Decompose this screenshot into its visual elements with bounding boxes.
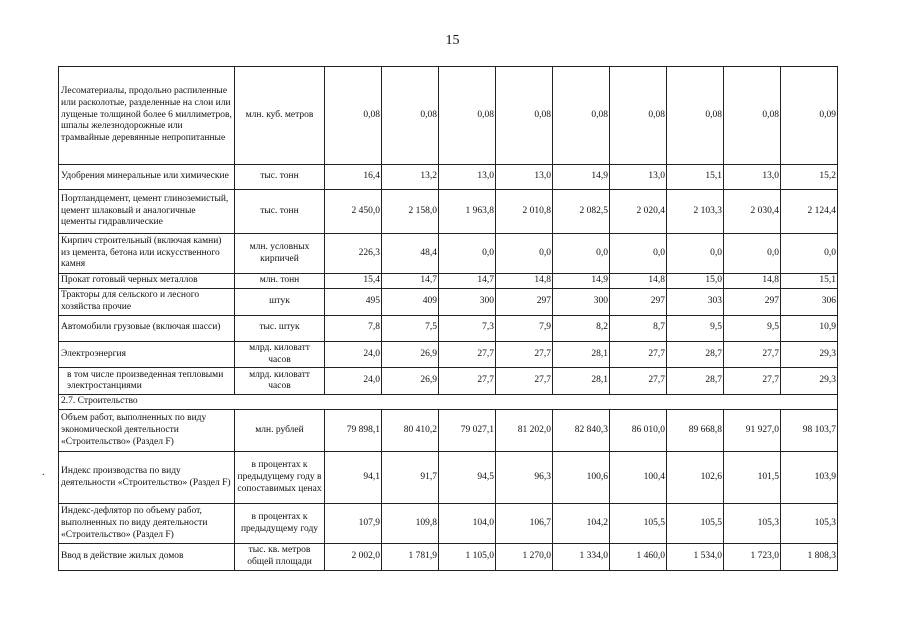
- value-cell: 106,7: [496, 504, 553, 544]
- value-cell: 100,4: [610, 452, 667, 504]
- unit-cell: в процентах к предыдущему году в сопоставимых ценах: [235, 452, 325, 504]
- value-cell: 303: [667, 288, 724, 315]
- unit-cell: млн. условных кирпичей: [235, 234, 325, 274]
- value-cell: 89 668,8: [667, 410, 724, 452]
- value-cell: 1 723,0: [724, 544, 781, 571]
- value-cell: 0,0: [553, 234, 610, 274]
- value-cell: 91 927,0: [724, 410, 781, 452]
- unit-cell: тыс. кв. метров общей площади: [235, 544, 325, 571]
- value-cell: 0,08: [439, 67, 496, 165]
- unit-cell: штук: [235, 288, 325, 315]
- value-cell: 91,7: [382, 452, 439, 504]
- value-cell: 1 270,0: [496, 544, 553, 571]
- value-cell: 306: [781, 288, 838, 315]
- value-cell: 2 010,8: [496, 190, 553, 234]
- table-row: [59, 274, 838, 289]
- value-cell: 2 103,3: [667, 190, 724, 234]
- unit-cell: тыс. тонн: [235, 190, 325, 234]
- value-cell: 101,5: [724, 452, 781, 504]
- table-row: [59, 368, 838, 395]
- value-cell: 1 808,3: [781, 544, 838, 571]
- value-cell: 48,4: [382, 234, 439, 274]
- value-cell: 28,1: [553, 341, 610, 368]
- value-cell: 14,9: [553, 274, 610, 289]
- value-cell: 28,1: [553, 368, 610, 395]
- statistics-table-container: [58, 66, 838, 571]
- value-cell: 13,0: [496, 165, 553, 190]
- value-cell: 0,0: [610, 234, 667, 274]
- value-cell: 495: [325, 288, 382, 315]
- unit-cell: в процентах к предыдущему году: [235, 504, 325, 544]
- statistics-table: [58, 66, 838, 571]
- value-cell: 14,7: [382, 274, 439, 289]
- value-cell: 0,0: [781, 234, 838, 274]
- table-row: [59, 452, 838, 504]
- value-cell: 1 534,0: [667, 544, 724, 571]
- value-cell: 24,0: [325, 368, 382, 395]
- table-row: [59, 234, 838, 274]
- value-cell: 2 124,4: [781, 190, 838, 234]
- value-cell: 27,7: [496, 368, 553, 395]
- value-cell: 300: [553, 288, 610, 315]
- value-cell: 27,7: [439, 341, 496, 368]
- value-cell: 24,0: [325, 341, 382, 368]
- value-cell: 2 450,0: [325, 190, 382, 234]
- value-cell: 9,5: [667, 315, 724, 341]
- value-cell: 86 010,0: [610, 410, 667, 452]
- value-cell: 297: [724, 288, 781, 315]
- table-row: [59, 341, 838, 368]
- value-cell: 29,3: [781, 368, 838, 395]
- table-row: [59, 190, 838, 234]
- table-row: [59, 67, 838, 165]
- unit-cell: млн. рублей: [235, 410, 325, 452]
- page-number: 15: [445, 33, 460, 48]
- value-cell: 15,0: [667, 274, 724, 289]
- value-cell: 105,3: [781, 504, 838, 544]
- value-cell: 300: [439, 288, 496, 315]
- value-cell: 16,4: [325, 165, 382, 190]
- value-cell: 0,08: [325, 67, 382, 165]
- value-cell: 2 020,4: [610, 190, 667, 234]
- table-row: [59, 315, 838, 341]
- value-cell: 0,08: [496, 67, 553, 165]
- value-cell: 27,7: [724, 368, 781, 395]
- unit-cell: тыс. штук: [235, 315, 325, 341]
- value-cell: 0,0: [496, 234, 553, 274]
- value-cell: 27,7: [610, 368, 667, 395]
- indicator-name: Индекс производства по виду деятельности «Строительство» (Раздел F): [59, 452, 235, 504]
- value-cell: 10,9: [781, 315, 838, 341]
- value-cell: 13,0: [610, 165, 667, 190]
- value-cell: 14,9: [553, 165, 610, 190]
- value-cell: 13,2: [382, 165, 439, 190]
- indicator-name: Индекс-дефлятор по объему работ, выполненных по виду деятельности «Строительство» (Раздел F): [59, 504, 235, 544]
- table-body: [59, 67, 838, 571]
- value-cell: 27,7: [724, 341, 781, 368]
- value-cell: 100,6: [553, 452, 610, 504]
- value-cell: 7,3: [439, 315, 496, 341]
- value-cell: 28,7: [667, 368, 724, 395]
- value-cell: 7,8: [325, 315, 382, 341]
- value-cell: 409: [382, 288, 439, 315]
- value-cell: 107,9: [325, 504, 382, 544]
- value-cell: 15,2: [781, 165, 838, 190]
- value-cell: 13,0: [724, 165, 781, 190]
- value-cell: 0,08: [667, 67, 724, 165]
- unit-cell: тыс. тонн: [235, 165, 325, 190]
- value-cell: 0,0: [724, 234, 781, 274]
- indicator-name: Прокат готовый черных металлов: [59, 274, 235, 289]
- indicator-name: Электроэнергия: [59, 341, 235, 368]
- value-cell: 14,8: [610, 274, 667, 289]
- value-cell: 26,9: [382, 341, 439, 368]
- value-cell: 29,3: [781, 341, 838, 368]
- value-cell: 105,5: [667, 504, 724, 544]
- value-cell: 297: [496, 288, 553, 315]
- value-cell: 226,3: [325, 234, 382, 274]
- value-cell: 7,9: [496, 315, 553, 341]
- table-row: [59, 544, 838, 571]
- value-cell: 8,7: [610, 315, 667, 341]
- value-cell: 15,4: [325, 274, 382, 289]
- value-cell: 1 105,0: [439, 544, 496, 571]
- value-cell: 27,7: [496, 341, 553, 368]
- value-cell: 0,09: [781, 67, 838, 165]
- value-cell: 80 410,2: [382, 410, 439, 452]
- stray-mark: .: [42, 467, 45, 478]
- value-cell: 1 963,8: [439, 190, 496, 234]
- value-cell: 28,7: [667, 341, 724, 368]
- value-cell: 2 082,5: [553, 190, 610, 234]
- value-cell: 104,2: [553, 504, 610, 544]
- value-cell: 0,08: [382, 67, 439, 165]
- value-cell: 1 781,9: [382, 544, 439, 571]
- value-cell: 98 103,7: [781, 410, 838, 452]
- value-cell: 94,1: [325, 452, 382, 504]
- value-cell: 13,0: [439, 165, 496, 190]
- unit-cell: млн. куб. метров: [235, 67, 325, 165]
- value-cell: 14,7: [439, 274, 496, 289]
- indicator-name: Автомобили грузовые (включая шасси): [59, 315, 235, 341]
- value-cell: 14,8: [724, 274, 781, 289]
- unit-cell: млрд. киловатт часов: [235, 368, 325, 395]
- value-cell: 8,2: [553, 315, 610, 341]
- value-cell: 0,0: [667, 234, 724, 274]
- indicator-name: Ввод в действие жилых домов: [59, 544, 235, 571]
- indicator-name: Объем работ, выполненных по виду экономической деятельности «Строительство» (Раздел F): [59, 410, 235, 452]
- value-cell: 79 027,1: [439, 410, 496, 452]
- indicator-name: Удобрения минеральные или химические: [59, 165, 235, 190]
- value-cell: 79 898,1: [325, 410, 382, 452]
- value-cell: 2 002,0: [325, 544, 382, 571]
- value-cell: 9,5: [724, 315, 781, 341]
- value-cell: 96,3: [496, 452, 553, 504]
- indicator-name: Тракторы для сельского и лесного хозяйства прочие: [59, 288, 235, 315]
- unit-cell: млн. тонн: [235, 274, 325, 289]
- value-cell: 0,0: [439, 234, 496, 274]
- value-cell: 1 460,0: [610, 544, 667, 571]
- section-title: 2.7. Строительство: [59, 395, 838, 410]
- value-cell: 81 202,0: [496, 410, 553, 452]
- indicator-name: в том числе произведенная тепловыми электростанциями: [59, 368, 235, 395]
- value-cell: 297: [610, 288, 667, 315]
- section-row: [59, 395, 838, 410]
- value-cell: 0,08: [610, 67, 667, 165]
- value-cell: 0,08: [553, 67, 610, 165]
- value-cell: 15,1: [667, 165, 724, 190]
- value-cell: 15,1: [781, 274, 838, 289]
- value-cell: 104,0: [439, 504, 496, 544]
- value-cell: 82 840,3: [553, 410, 610, 452]
- table-row: [59, 504, 838, 544]
- value-cell: 105,3: [724, 504, 781, 544]
- table-row: [59, 165, 838, 190]
- table-row: [59, 288, 838, 315]
- indicator-name: Кирпич строительный (включая камни) из цемента, бетона или искусственного камня: [59, 234, 235, 274]
- value-cell: 109,8: [382, 504, 439, 544]
- unit-cell: млрд. киловатт часов: [235, 341, 325, 368]
- indicator-name: Портландцемент, цемент глиноземистый, цемент шлаковый и аналогичные цементы гидравлические: [59, 190, 235, 234]
- value-cell: 1 334,0: [553, 544, 610, 571]
- value-cell: 7,5: [382, 315, 439, 341]
- value-cell: 27,7: [610, 341, 667, 368]
- value-cell: 103,9: [781, 452, 838, 504]
- value-cell: 27,7: [439, 368, 496, 395]
- value-cell: 2 158,0: [382, 190, 439, 234]
- value-cell: 102,6: [667, 452, 724, 504]
- value-cell: 105,5: [610, 504, 667, 544]
- value-cell: 94,5: [439, 452, 496, 504]
- table-row: [59, 410, 838, 452]
- value-cell: 26,9: [382, 368, 439, 395]
- value-cell: 2 030,4: [724, 190, 781, 234]
- indicator-name: Лесоматериалы, продольно распиленные или расколотые, разделенные на слои или лущеные толщиной более 6 миллиметров, шпалы железнодорожные или трамвайные деревянные непропитанные: [59, 67, 235, 165]
- value-cell: 14,8: [496, 274, 553, 289]
- value-cell: 0,08: [724, 67, 781, 165]
